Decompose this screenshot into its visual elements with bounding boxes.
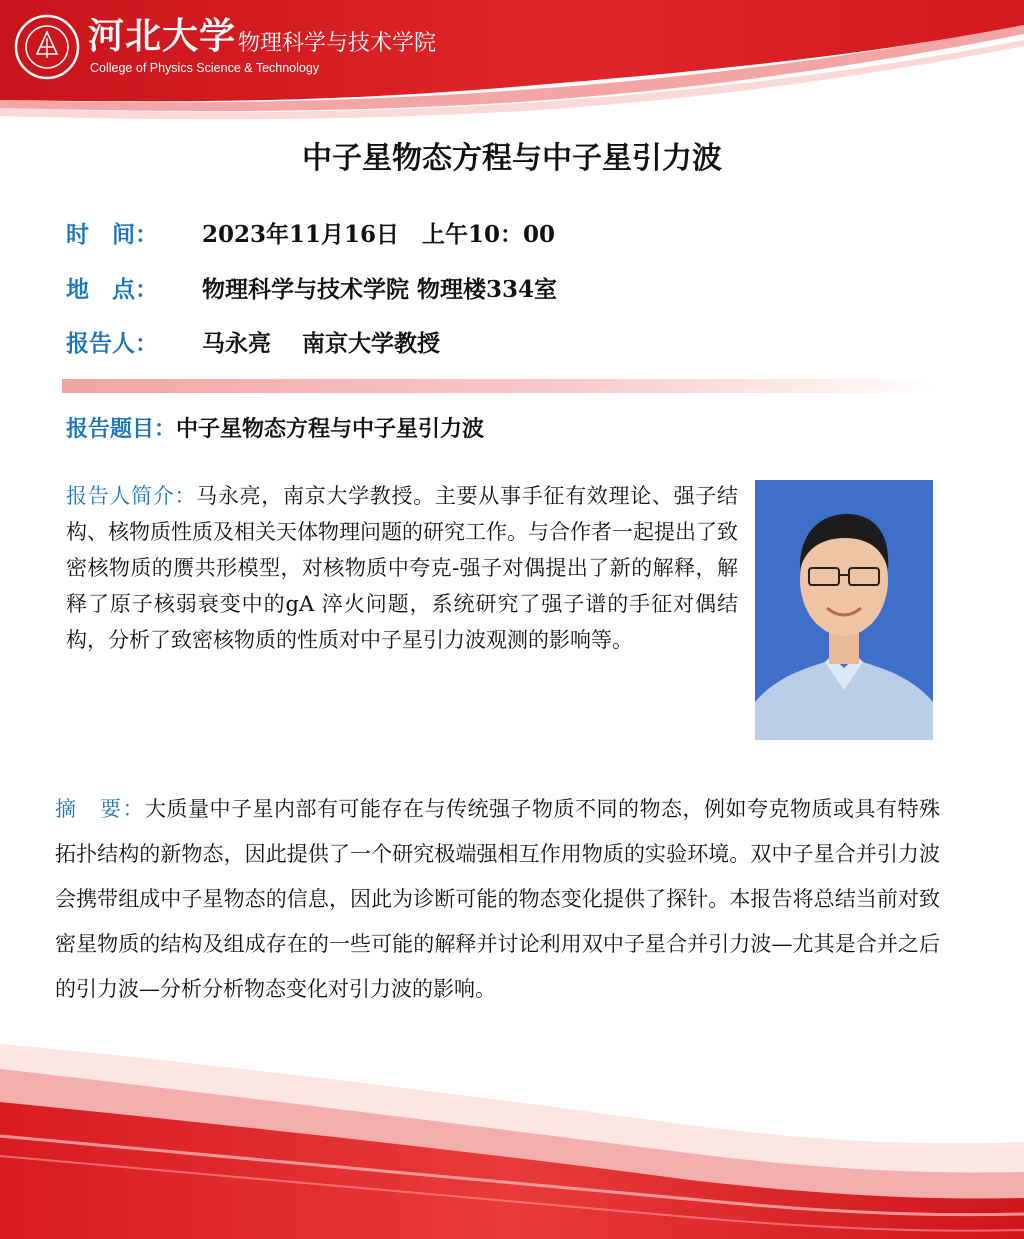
bio-text: 马永亮，南京大学教授。主要从事手征有效理论、强子结构、核物质性质及相关天体物理问题的研究工作。与合作者一起提出了致密核物质的赝共形模型，对核物质中夸克-强子对偶提出了新的解释，解释了原子核弱衰变中的gA 淬火问题，系统研究了强子谱的手征对偶结构，分析了致密核物质的性质对中子星引力波观测的影响等。 bbox=[66, 484, 739, 652]
abstract bbox=[55, 787, 940, 1012]
abstract-text: 大质量中子星内部有可能存在与传统强子物质不同的物态，例如夸克物质或具有特殊拓扑结构的新物态，因此提供了一个研究极端强相互作用物质的实验环境。双中子星合并引力波会携带组成中子星物态的信息，因此为诊断可能的物态变化提供了探针。本报告将总结当前对致密星物质的结构及组成存在的一些可能的解释并讨论利用双中子星合并引力波—尤其是合并之后的引力波—分析分析物态变化对引力波的影响。 bbox=[55, 797, 940, 1001]
topic-label: 报告题目： bbox=[66, 416, 177, 442]
college-name-cn: 物理科学与技术学院 bbox=[238, 31, 437, 56]
university-seal-logo bbox=[14, 14, 80, 80]
speaker-value: 马永亮 南京大学教授 bbox=[202, 330, 441, 357]
topic-line bbox=[66, 412, 484, 443]
topic-value: 中子星物态方程与中子星引力波 bbox=[176, 416, 485, 442]
place-value: 物理科学与技术学院 物理楼334室 bbox=[202, 276, 558, 303]
time-value: 2023年11月16日 上午10：00 bbox=[202, 221, 556, 248]
page-title: 中子星物态方程与中子星引力波 bbox=[302, 141, 722, 176]
time-label: 时 间： bbox=[66, 221, 158, 248]
abstract-label: 摘 要： bbox=[55, 797, 145, 821]
speaker-label: 报告人： bbox=[66, 330, 158, 357]
speaker-bio bbox=[66, 478, 738, 658]
speaker-photo bbox=[755, 480, 933, 740]
speaker-portrait-image bbox=[755, 480, 933, 740]
section-divider bbox=[62, 379, 942, 393]
university-name: 河北大学 bbox=[88, 15, 237, 57]
bio-label: 报告人简介： bbox=[66, 484, 197, 508]
footer-red-waves bbox=[0, 1024, 1024, 1239]
place-label: 地 点： bbox=[66, 276, 158, 303]
college-name-en: College of Physics Science & Technology bbox=[90, 61, 320, 75]
